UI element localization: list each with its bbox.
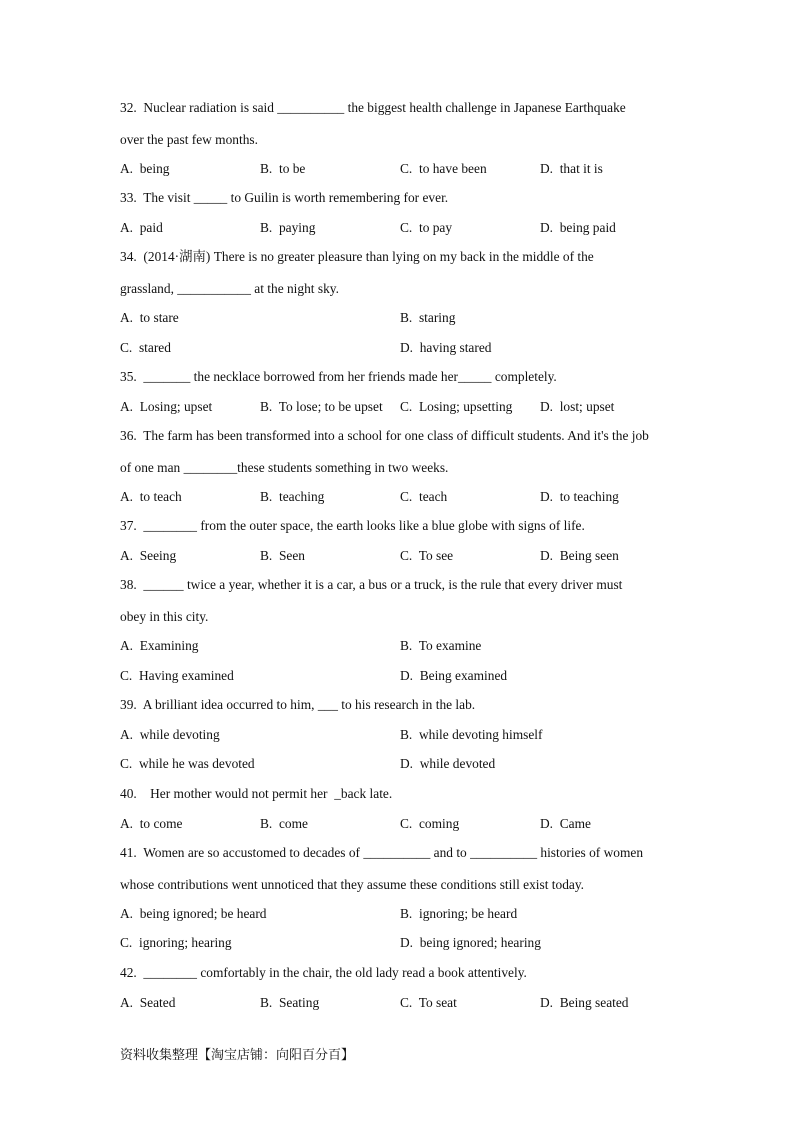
question-36-option-c: C. teach	[400, 489, 448, 504]
question-34-option-a: A. to stare	[120, 310, 179, 325]
question-42-stem-line-1: 42. ________ comfortably in the chair, the old lady read a book attentively.	[120, 965, 527, 980]
question-40-option-b: B. come	[260, 816, 308, 831]
question-42-option-d: D. Being seated	[540, 995, 629, 1010]
question-41-option-c: C. ignoring; hearing	[120, 935, 232, 950]
question-33-option-a: A. paid	[120, 220, 163, 235]
question-39-option-a: A. while devoting	[120, 727, 220, 742]
question-33-option-c: C. to pay	[400, 220, 453, 235]
question-41-option-b: B. ignoring; be heard	[400, 906, 518, 921]
question-33-option-b: B. paying	[260, 220, 316, 235]
question-39-option-c: C. while he was devoted	[120, 756, 255, 771]
question-40-option-c: C. coming	[400, 816, 460, 831]
question-38-stem-line-2: obey in this city.	[120, 609, 209, 624]
question-40-stem-line-1: 40. Her mother would not permit her _back late.	[120, 786, 393, 801]
question-40-option-d: D. Came	[540, 816, 591, 831]
question-38-stem-line-1: 38. ______ twice a year, whether it is a car, a bus or a truck, is the rule that every driver must	[120, 577, 623, 592]
question-36-option-d: D. to teaching	[540, 489, 619, 504]
question-36-stem-line-2: of one man ________these students something in two weeks.	[120, 460, 449, 475]
question-38-option-a: A. Examining	[120, 638, 199, 653]
question-35-stem-line-1: 35. _______ the necklace borrowed from her friends made her_____ completely.	[120, 369, 557, 384]
question-37-option-c: C. To see	[400, 548, 454, 563]
question-38-option-d: D. Being examined	[400, 668, 508, 683]
question-36-option-b: B. teaching	[260, 489, 325, 504]
question-41-stem-line-2: whose contributions went unnoticed that they assume these conditions still exist today.	[120, 877, 585, 892]
question-35-option-a: A. Losing; upset	[120, 399, 213, 414]
footer-source-note: 资料收集整理【淘宝店铺：向阳百分百】	[120, 1048, 355, 1063]
question-37-option-a: A. Seeing	[120, 548, 177, 563]
question-34-option-b: B. staring	[400, 310, 456, 325]
question-37-option-b: B. Seen	[260, 548, 306, 563]
question-32-option-a: A. being	[120, 161, 170, 176]
question-32-option-b: B. to be	[260, 161, 306, 176]
question-33-stem-line-1: 33. The visit _____ to Guilin is worth remembering for ever.	[120, 190, 449, 205]
question-32-option-c: C. to have been	[400, 161, 487, 176]
question-35-option-d: D. lost; upset	[540, 399, 615, 414]
question-38-option-b: B. To examine	[400, 638, 482, 653]
question-41-option-d: D. being ignored; hearing	[400, 935, 541, 950]
question-41-stem-line-1: 41. Women are so accustomed to decades of __________ and to __________ histories of women	[120, 845, 644, 860]
question-35-option-c: C. Losing; upsetting	[400, 399, 513, 414]
question-39-option-d: D. while devoted	[400, 756, 496, 771]
question-42-option-c: C. To seat	[400, 995, 457, 1010]
question-39-option-b: B. while devoting himself	[400, 727, 543, 742]
question-35-option-b: B. To lose; to be upset	[260, 399, 383, 414]
question-37-option-d: D. Being seen	[540, 548, 619, 563]
question-39-stem-line-1: 39. A brilliant idea occurred to him, ___ to his research in the lab.	[120, 697, 476, 712]
question-38-option-c: C. Having examined	[120, 668, 234, 683]
question-33-option-d: D. being paid	[540, 220, 616, 235]
question-40-option-a: A. to come	[120, 816, 183, 831]
question-34-stem-line-1: 34. (2014·湖南) There is no greater pleasure than lying on my back in the middle of the	[120, 249, 594, 264]
question-37-stem-line-1: 37. ________ from the outer space, the earth looks like a blue globe with signs of life.	[120, 518, 585, 533]
question-34-option-d: D. having stared	[400, 340, 492, 355]
question-32-stem-line-2: over the past few months.	[120, 132, 258, 147]
question-36-stem-line-1: 36. The farm has been transformed into a school for one class of difficult students. And it's the job	[120, 428, 649, 443]
question-32-option-d: D. that it is	[540, 161, 603, 176]
question-36-option-a: A. to teach	[120, 489, 182, 504]
question-32-stem-line-1: 32. Nuclear radiation is said __________ the biggest health challenge in Japanese Earthquake	[120, 100, 626, 115]
question-41-option-a: A. being ignored; be heard	[120, 906, 267, 921]
question-34-stem-line-2: grassland, ___________ at the night sky.	[120, 281, 339, 296]
question-42-option-b: B. Seating	[260, 995, 320, 1010]
question-34-option-c: C. stared	[120, 340, 171, 355]
question-42-option-a: A. Seated	[120, 995, 176, 1010]
